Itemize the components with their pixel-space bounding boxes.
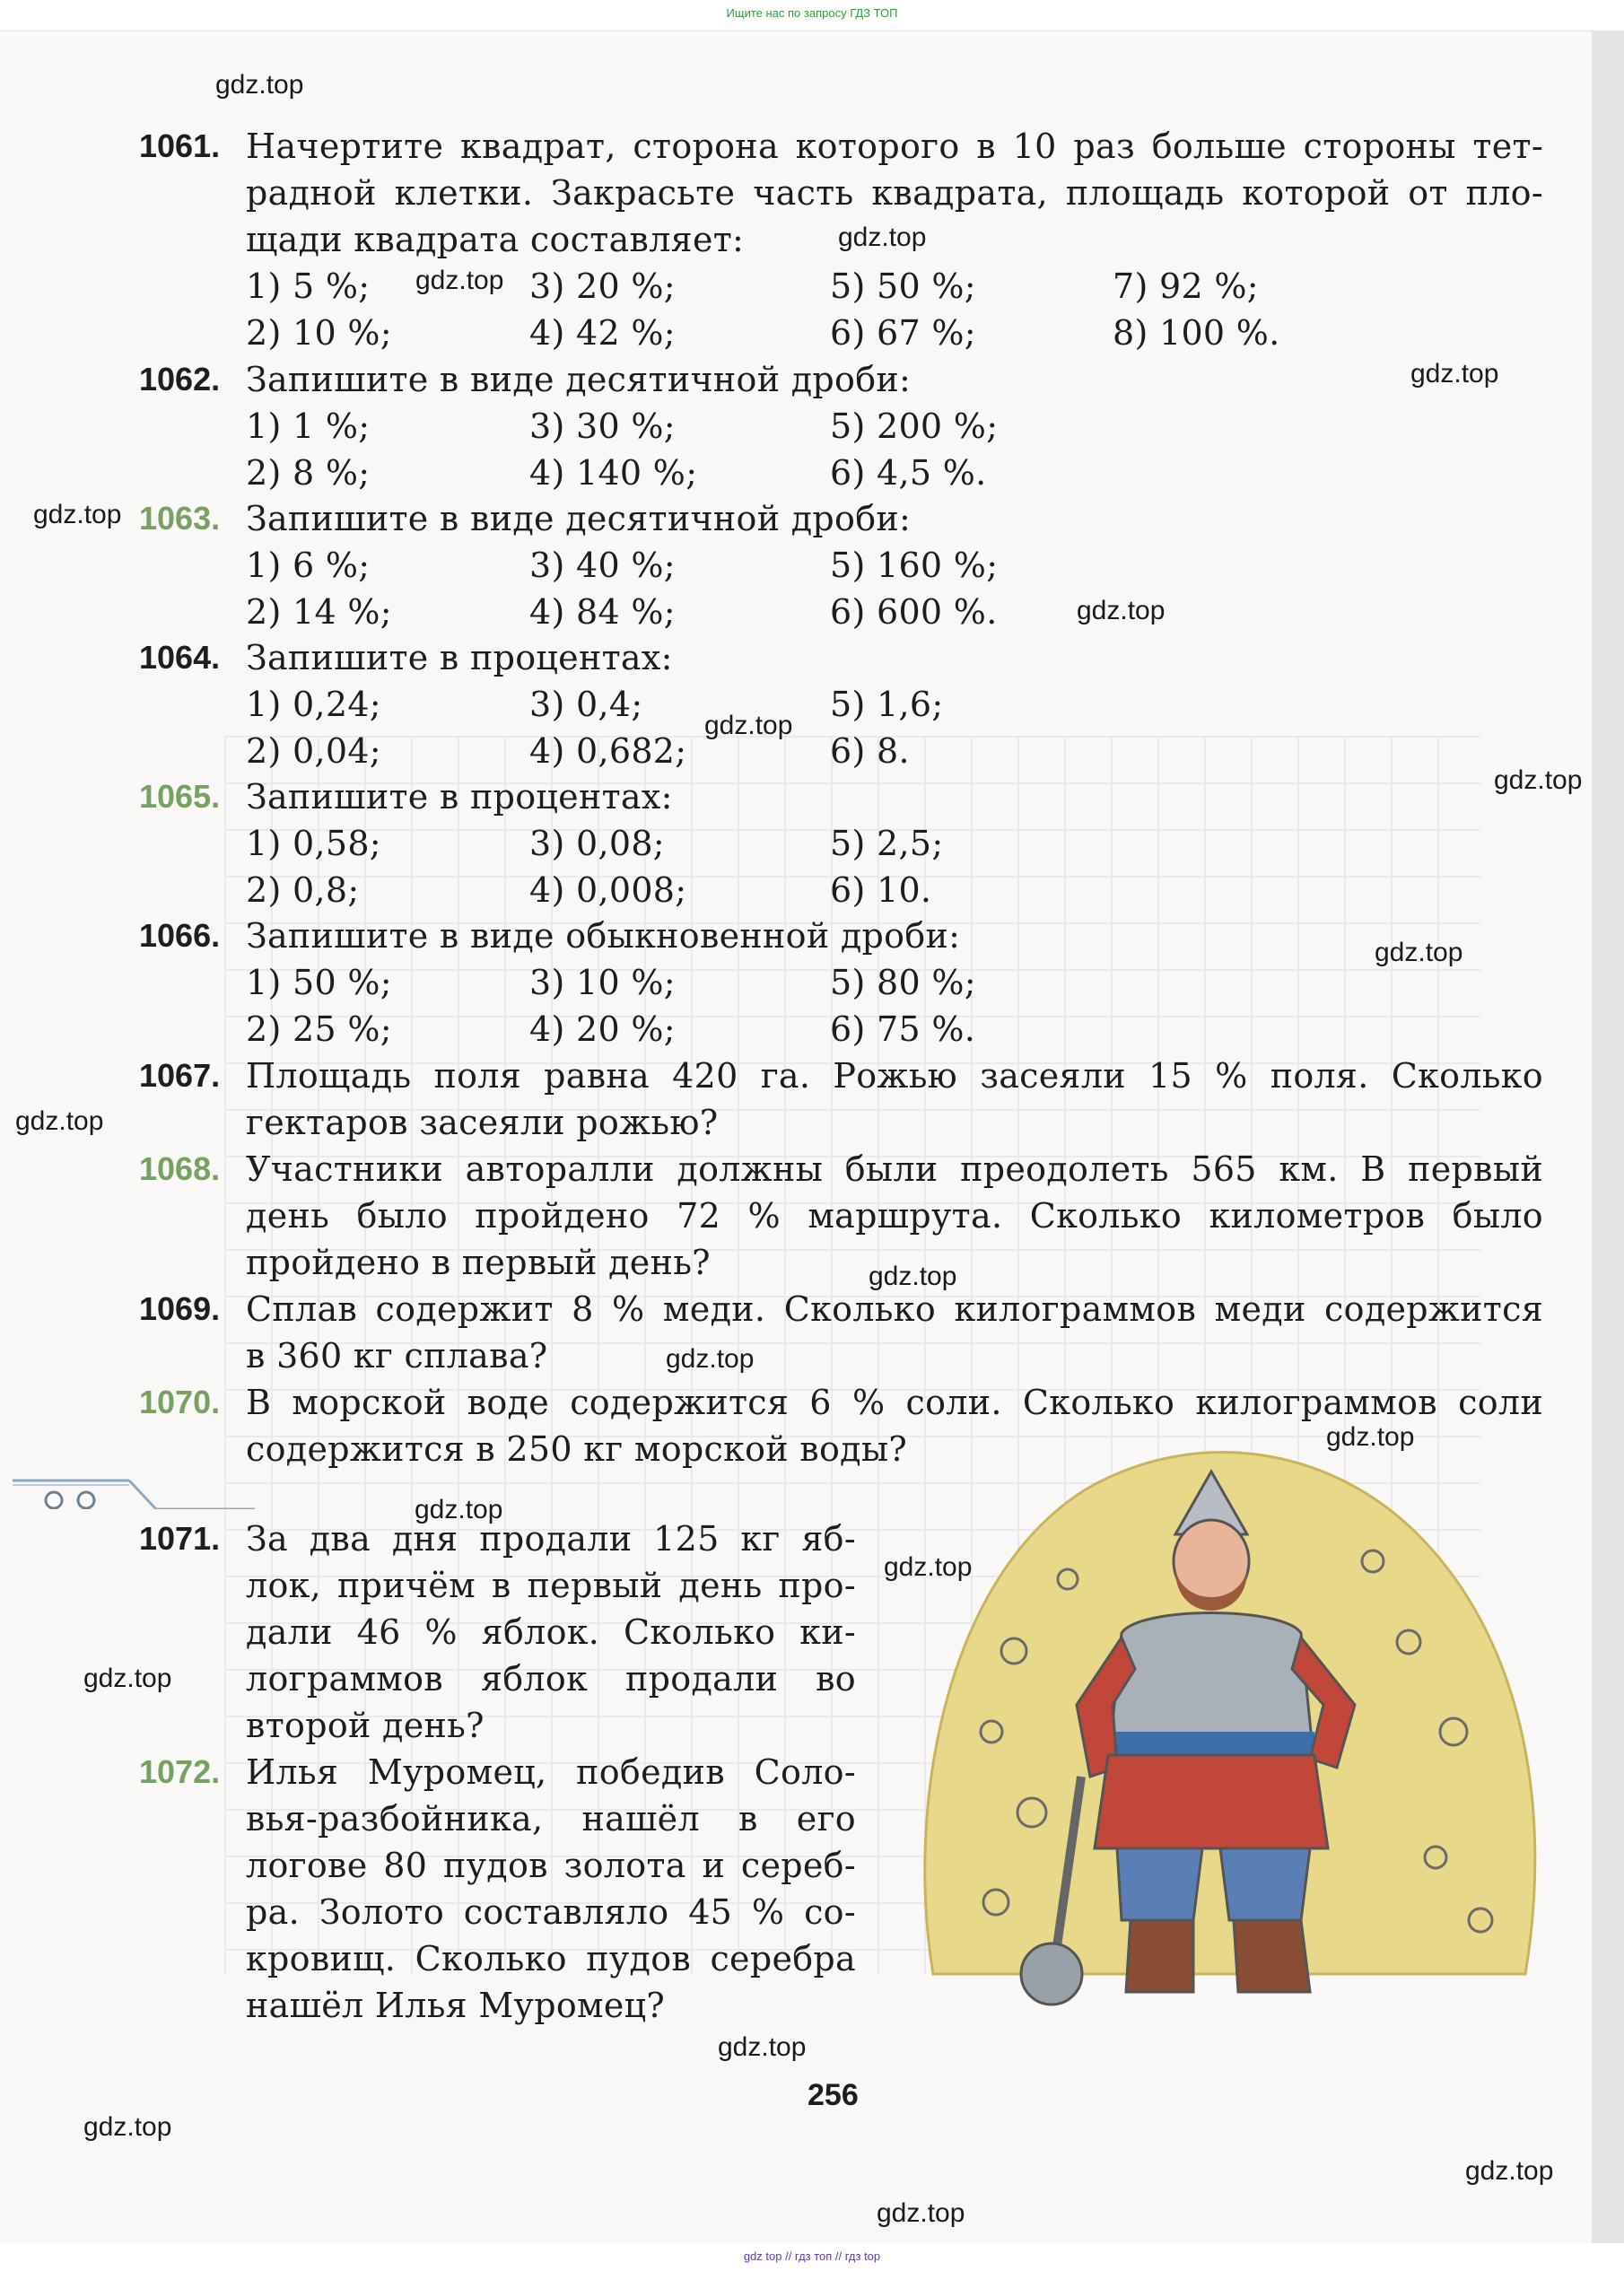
exercise-text: Запишите в процентах: <box>246 777 673 817</box>
answer-option: 1) 0,58; <box>246 824 381 863</box>
watermark: gdz.top <box>1077 596 1166 625</box>
watermark: gdz.top <box>718 2032 807 2062</box>
exercise-text: Площадь поля равна 420 га. Рожью засеяли 15 % поля. Сколько <box>246 1056 1543 1096</box>
exercise-number: 1066. <box>139 917 221 954</box>
answer-option: 6) 67 %; <box>830 313 976 353</box>
exercise-text: Начертите квадрат, сторона которого в 10 раз больше стороны тет- <box>246 127 1543 166</box>
watermark: gdz.top <box>869 1262 957 1291</box>
answer-option: 1) 6 %; <box>246 546 371 585</box>
answer-option: 3) 0,08; <box>529 824 665 863</box>
watermark: gdz.top <box>838 223 927 252</box>
answer-option: 4) 42 %; <box>529 313 676 353</box>
page-edge <box>1592 31 1624 2247</box>
exercise-text: В морской воде содержится 6 % соли. Сколько килограммов соли <box>246 1383 1543 1422</box>
bottom-banner[interactable]: gdz top // гдз топ // гдз top <box>0 2243 1624 2271</box>
answer-option: 2) 0,8; <box>246 870 360 910</box>
answer-option: 5) 50 %; <box>830 266 976 306</box>
exercise-number: 1062. <box>139 361 221 397</box>
exercise-text: Сплав содержит 8 % меди. Сколько килограммов меди содержится <box>246 1289 1543 1329</box>
answer-option: 6) 8. <box>830 731 910 771</box>
exercise-text: нашёл Илья Муромец? <box>246 1986 666 2025</box>
exercise-number: 1067. <box>139 1057 221 1094</box>
page-number: 256 <box>808 2078 859 2112</box>
answer-option: 3) 20 %; <box>529 266 676 306</box>
answer-option: 7) 92 %; <box>1113 266 1259 306</box>
exercise-text: день было пройдено 72 % маршрута. Сколько километров было <box>246 1196 1543 1236</box>
ilya-muromets-illustration <box>906 1436 1552 2028</box>
watermark: gdz.top <box>884 1552 973 1582</box>
answer-option: 1) 5 %; <box>246 266 371 306</box>
answer-option: 3) 30 %; <box>529 406 676 446</box>
answer-option: 1) 50 %; <box>246 963 392 1002</box>
watermark: gdz.top <box>1494 765 1583 795</box>
exercise-text: Запишите в виде десятичной дроби: <box>246 499 912 538</box>
answer-option: 6) 600 %. <box>830 592 998 632</box>
exercise-text: Запишите в виде десятичной дроби: <box>246 360 912 399</box>
exercise-text: лограммов яблок продали во <box>246 1659 856 1699</box>
exercise-text: логове 80 пудов золота и сереб- <box>246 1846 856 1885</box>
exercise-number: 1061. <box>139 127 221 164</box>
watermark: gdz.top <box>15 1106 104 1136</box>
exercise-number: 1065. <box>139 778 221 815</box>
watermark: gdz.top <box>83 1664 172 1693</box>
exercise-text: в 360 кг сплава? <box>246 1336 548 1376</box>
answer-option: 5) 200 %; <box>830 406 999 446</box>
exercise-text: дали 46 % яблок. Сколько ки- <box>246 1612 856 1652</box>
answer-option: 2) 10 %; <box>246 313 392 353</box>
exercise-text: ра. Золото составляло 45 % со- <box>246 1892 856 1932</box>
answer-option: 2) 0,04; <box>246 731 381 771</box>
watermark: gdz.top <box>415 1495 503 1524</box>
watermark: gdz.top <box>1410 359 1499 389</box>
answer-option: 8) 100 %. <box>1113 313 1280 353</box>
eyes-marker-icon <box>13 1455 255 1509</box>
watermark: gdz.top <box>1465 2156 1554 2186</box>
answer-option: 5) 80 %; <box>830 963 976 1002</box>
answer-option: 6) 4,5 %. <box>830 453 987 493</box>
exercise-text: лок, причём в первый день про- <box>246 1566 856 1605</box>
answer-option: 3) 10 %; <box>529 963 676 1002</box>
exercise-number: 1068. <box>139 1150 221 1187</box>
answer-option: 6) 10. <box>830 870 932 910</box>
watermark: gdz.top <box>415 266 504 295</box>
exercise-number: 1072. <box>139 1753 221 1790</box>
answer-option: 5) 160 %; <box>830 546 999 585</box>
watermark: gdz.top <box>83 2112 172 2142</box>
watermark: gdz.top <box>1375 938 1463 967</box>
exercise-text: Илья Муромец, победив Соло- <box>246 1752 856 1792</box>
answer-option: 3) 0,4; <box>529 685 643 724</box>
exercise-number: 1071. <box>139 1520 221 1557</box>
answer-option: 5) 2,5; <box>830 824 944 863</box>
watermark: gdz.top <box>33 500 122 529</box>
exercise-text: Запишите в виде обыкновенной дроби: <box>246 916 961 956</box>
exercise-text: Участники авторалли должны были преодолеть 565 км. В первый <box>246 1149 1543 1189</box>
exercise-text: радной клетки. Закрасьте часть квадрата, площадь которой от пло- <box>246 173 1543 213</box>
exercise-text: щади квадрата составляет: <box>246 220 745 259</box>
answer-option: 2) 25 %; <box>246 1009 392 1049</box>
exercise-number: 1063. <box>139 500 221 537</box>
watermark: gdz.top <box>1326 1422 1415 1452</box>
exercise-number: 1064. <box>139 639 221 676</box>
exercise-text: содержится в 250 кг морской воды? <box>246 1429 908 1469</box>
answer-option: 6) 75 %. <box>830 1009 976 1049</box>
answer-option: 4) 20 %; <box>529 1009 676 1049</box>
answer-option: 5) 1,6; <box>830 685 944 724</box>
answer-option: 1) 0,24; <box>246 685 381 724</box>
watermark: gdz.top <box>877 2198 965 2228</box>
exercise-text: вья-разбойника, нашёл в его <box>246 1799 856 1839</box>
exercise-text: Запишите в процентах: <box>246 638 673 677</box>
top-banner[interactable]: Ищите нас по запросу ГДЗ ТОП <box>0 0 1624 31</box>
answer-option: 4) 0,008; <box>529 870 687 910</box>
exercise-text: пройдено в первый день? <box>246 1243 711 1282</box>
answer-option: 3) 40 %; <box>529 546 676 585</box>
watermark: gdz.top <box>215 70 304 100</box>
watermark: gdz.top <box>666 1344 755 1374</box>
exercise-number: 1069. <box>139 1290 221 1327</box>
answer-option: 2) 8 %; <box>246 453 371 493</box>
exercise-number: 1070. <box>139 1384 221 1420</box>
answer-option: 4) 84 %; <box>529 592 676 632</box>
answer-option: 1) 1 %; <box>246 406 371 446</box>
answer-option: 4) 140 %; <box>529 453 698 493</box>
watermark: gdz.top <box>704 711 793 740</box>
exercise-text: За два дня продали 125 кг яб- <box>246 1519 856 1559</box>
answer-option: 4) 0,682; <box>529 731 687 771</box>
exercise-text: кровищ. Сколько пудов серебра <box>246 1939 856 1978</box>
exercise-text: гектаров засеяли рожью? <box>246 1103 719 1142</box>
answer-option: 2) 14 %; <box>246 592 392 632</box>
exercise-text: второй день? <box>246 1706 485 1745</box>
